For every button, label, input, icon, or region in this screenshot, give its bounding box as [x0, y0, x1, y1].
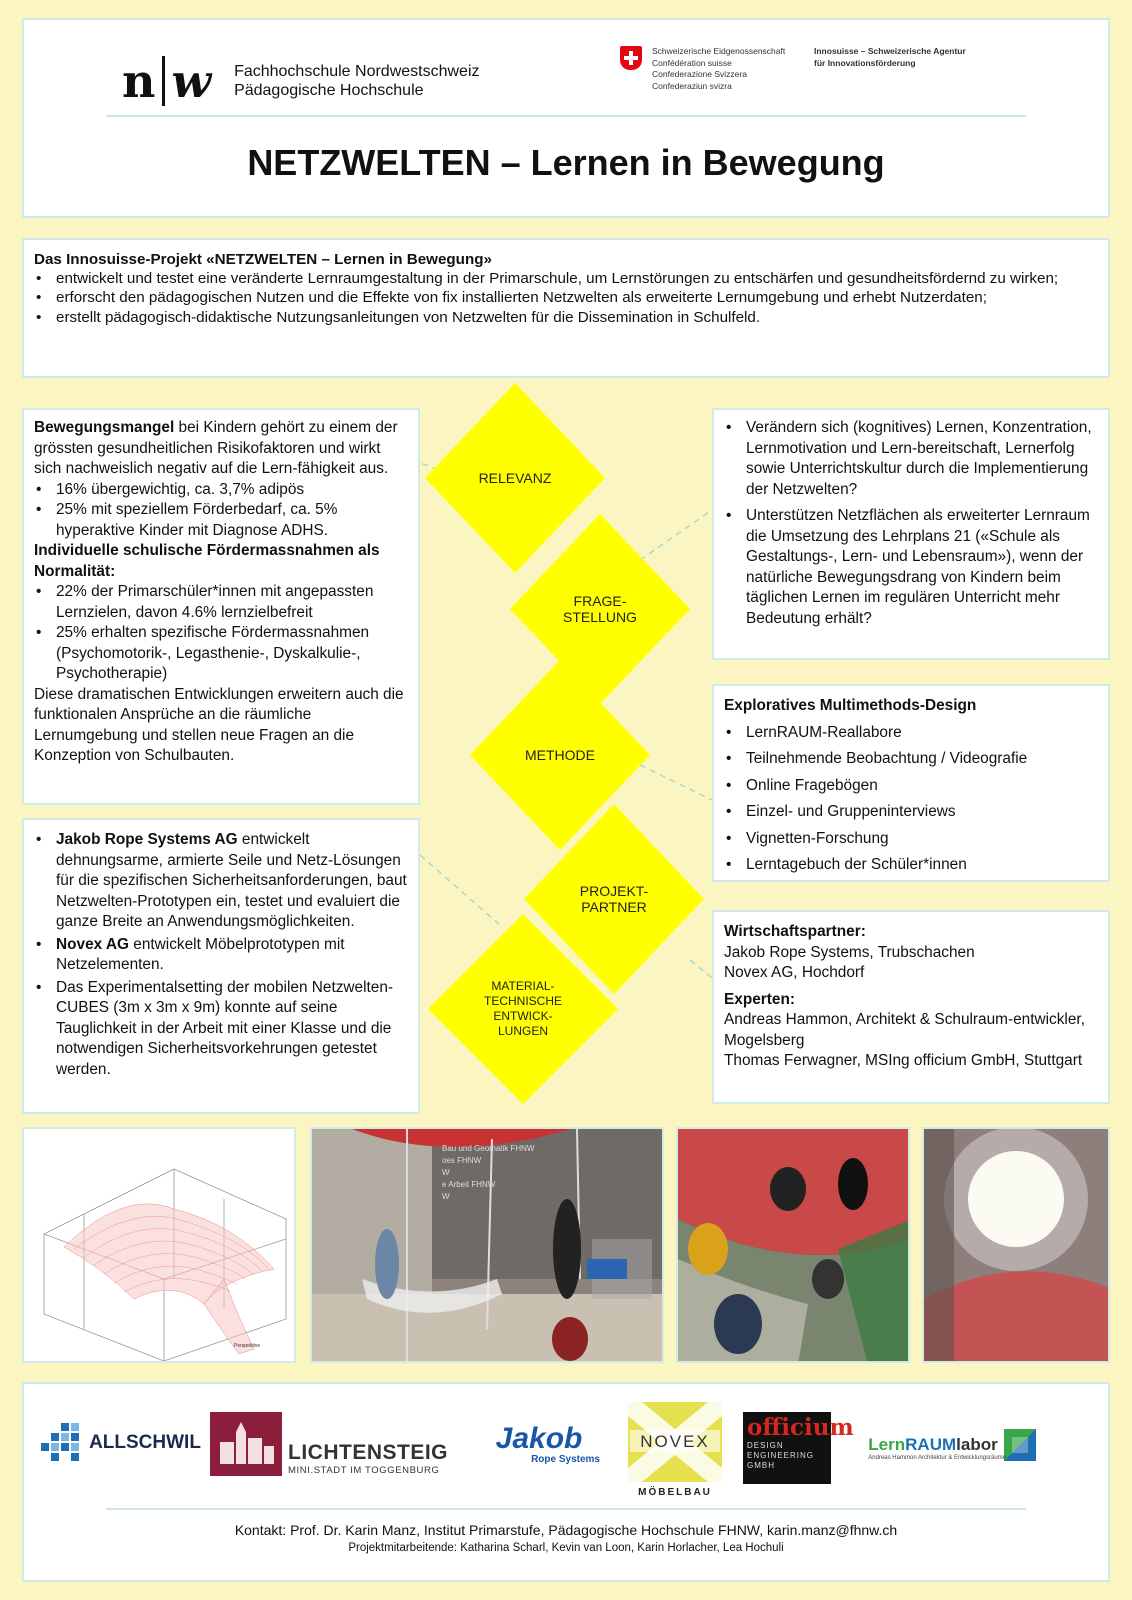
intro-lead: Das Innosuisse-Projekt «NETZWELTEN – Lernen in Bewegung» — [34, 251, 492, 268]
logo-allschwil — [46, 1400, 201, 1486]
question-item: • Verändern sich (kognitives) Lernen, Konzentration, Lernmotivation und Lern-bereitschaft, Lernerfolg sowie Unterrichtskultur durch die Implementierung der Netzwelten? — [724, 418, 1098, 500]
diamond-projektpartner-label-2: PARTNER — [581, 899, 647, 915]
methods-heading: Exploratives Multimethods-Design — [724, 697, 977, 714]
photo-sign-2: oes FHNW — [442, 1156, 482, 1165]
fhnw-name: Fachhochschule Nordwestschweiz — [234, 63, 480, 80]
swiss-confederation-logo — [620, 46, 785, 92]
swiss-flag-icon — [620, 46, 642, 70]
logo-lernraumlabor — [852, 1410, 1052, 1480]
officium-subtext-3: GMBH — [747, 1461, 775, 1470]
diamond-fragestellung-label-2: STELLUNG — [563, 609, 637, 625]
header-panel — [22, 18, 1110, 218]
relevance-item: • 22% der Primarschüler*innen mit angepassten Lernzielen, davon 4.6% lernzielbefreit — [34, 582, 408, 623]
question-item: • Unterstützen Netzflächen als erweiterter Lernraum die Umsetzung des Lehrplans 21 («Schule als Gestaltungs-, Lern- und Lebensraum»), wenn der natürliche Bewegungsdrang von Kindern beim täglichen Lernen im regulären Unterricht mehr Bedeutung erhält? — [724, 506, 1098, 629]
footer-divider — [106, 1508, 1026, 1510]
page-title: NETZWELTEN – Lernen in Bewegung — [247, 142, 885, 183]
relevance-heading2: Individuelle schulische Fördermassnahmen als Normalität: — [34, 542, 380, 580]
officium-subtext-2: ENGINEERING — [747, 1451, 815, 1460]
partner-item — [34, 830, 408, 933]
logo-novex — [628, 1402, 722, 1498]
partner-item-text: entwickelt Möbelprototypen mit Netzelementen. — [56, 935, 345, 973]
novex-text: NOVEX — [640, 1432, 710, 1451]
relevance-item: • 25% mit speziellem Förderbedarf, ca. 5% hyperaktive Kinder mit Diagnose ADHS. — [34, 500, 408, 541]
photo-sign-3: W — [442, 1168, 450, 1177]
diamond-material-label-3: ENTWICK- — [493, 1009, 553, 1023]
diamond-relevanz-label: RELEVANZ — [478, 470, 552, 486]
relevance-item: • 25% erhalten spezifische Fördermassnahmen (Psychomotorik-, Legasthenie-, Dyskalkulie-, Psychotherapie) — [34, 623, 408, 685]
partner-item-text: Das Experimentalsetting der mobilen Netzwelten-CUBES (3m x 3m x 9m) konnte auf seine Tauglichkeit in der Arbeit mit einer Klasse und die notwendigen Sicherheitsvorkehrungen getestet werden. — [56, 978, 394, 1078]
photo-sign-5: W — [442, 1192, 450, 1201]
relevance-closing: Diese dramatischen Entwicklungen erweitern auch die funktionalen Ansprüche an die räumliche Lernumgebung und stellen neue Fragen an die Konzeption von Schulbauten. — [34, 685, 404, 764]
method-item: • Online Fragebögen — [724, 776, 1098, 797]
photo-children-in-net — [676, 1127, 910, 1363]
questions-panel — [712, 408, 1110, 660]
officium-subtext-1: DESIGN — [747, 1441, 784, 1450]
method-item: • Lerntagebuch der Schüler*innen — [724, 855, 1098, 876]
partners-panel — [22, 818, 420, 1114]
partner-item — [34, 978, 408, 1081]
expert-line: Andreas Hammon, Architekt & Schulraum-entwickler, Mogelsberg — [724, 1011, 1085, 1049]
swiss-line: Schweizerische Eidgenossenschaft — [652, 46, 786, 56]
partner-item-bold: Novex AG — [56, 935, 129, 953]
innosuisse-line: Innosuisse – Schweizerische Agentur — [814, 46, 966, 56]
diamond-material-label-4: LUNGEN — [497, 1024, 548, 1038]
jakob-subtext: Rope Systems — [531, 1453, 600, 1465]
expert-line: Thomas Ferwagner, MSIng officium GmbH, Stuttgart — [724, 1052, 1083, 1069]
intro-item: • erstellt pädagogisch-didaktische Nutzungsanleitungen von Netzwelten für die Dissemination in Schulfeld. — [34, 308, 1098, 327]
photo-sign-1: Bau und Geomatik FHNW — [442, 1144, 535, 1153]
novex-subtext: MÖBELBAU — [638, 1487, 712, 1498]
diamond-material-label-1: MATERIAL- — [491, 979, 555, 993]
relevance-p1-text: bei Kindern gehört zu einem der grössten gesundheitlichen Risikofaktoren und wirkt sich nachweislich negativ auf die Lern-fähigkeit aus. — [34, 419, 398, 477]
method-item: • Vignetten-Forschung — [724, 829, 1098, 850]
lichtensteig-text: LICHTENSTEIG — [288, 1441, 449, 1464]
method-item: • Teilnehmende Beobachtung / Videografie — [724, 749, 1098, 770]
lichtensteig-subtext: MINI.STADT IM TOGGENBURG — [288, 1465, 440, 1476]
photo-net-light — [922, 1127, 1110, 1363]
relevance-panel — [22, 408, 420, 805]
footer-panel — [22, 1382, 1110, 1582]
partner-item-text: entwickelt dehnungsarme, armierte Seile und Netz-Lösungen für die spezifischen Sicherheitsanforderungen, baut Netzwelten-Prototypen ein, testet und evaluiert die ganze Breite an Anwendungsmöglichkeiten. — [56, 831, 407, 930]
lichtensteig-town-icon — [210, 1412, 282, 1476]
drawing-caption: Perspektive — [234, 1343, 261, 1349]
fhnw-mark — [122, 54, 212, 108]
partner-item — [34, 935, 408, 976]
experts-heading: Experten: — [724, 990, 795, 1008]
fhnw-mark-n: n — [122, 54, 157, 108]
business-line: Jakob Rope Systems, Trubschachen — [724, 943, 975, 961]
logo-jakob — [464, 1404, 614, 1484]
intro-item: • entwickelt und testet eine veränderte Lernraumgestaltung in der Primarschule, um Lernstörungen zu entschärfen und gesundheitsfördernd zu wirken; — [34, 269, 1098, 288]
swiss-line: Confederaziun svizra — [652, 80, 732, 91]
fhnw-logo — [122, 54, 480, 108]
logo-lichtensteig — [214, 1404, 449, 1484]
lernraum-text-c: labor — [956, 1435, 998, 1454]
allschwil-text: ALLSCHWIL — [89, 1432, 201, 1453]
innosuisse-line: für Innovationsförderung — [814, 57, 916, 68]
logo-officium — [742, 1410, 854, 1486]
lernraum-subtext: Andreas Hammon Architektur & Entwicklungsräume — [868, 1455, 1007, 1461]
method-item: • LernRAUM-Reallabore — [724, 723, 1098, 744]
diamond-materialtechnische-entwicklungen — [428, 914, 618, 1104]
allschwil-mark-icon — [41, 1423, 87, 1463]
photo-sign-4: e Arbeit FHNW — [442, 1180, 496, 1189]
diamond-methode-label: METHODE — [525, 747, 595, 763]
lernraum-text-a: Lern — [868, 1435, 906, 1454]
diamond-fragestellung-label-1: FRAGE- — [573, 593, 627, 609]
innosuisse-label — [814, 46, 966, 69]
contact-line: Kontakt: Prof. Dr. Karin Manz, Institut Primarstufe, Pädagogische Hochschule FHNW, karin.manz@fhnw.ch — [234, 1522, 898, 1538]
swiss-line: Confédération suisse — [652, 57, 732, 68]
header-divider — [106, 115, 1026, 117]
method-item: • Einzel- und Gruppeninterviews — [724, 802, 1098, 823]
perspective-drawing — [22, 1127, 296, 1363]
staff-line: Projektmitarbeitende: Katharina Scharl, Kevin van Loon, Karin Horlacher, Lea Hochuli — [348, 1542, 784, 1554]
business-heading: Wirtschaftspartner: — [724, 923, 866, 940]
intro-panel — [22, 238, 1110, 378]
jakob-text: Jakob — [495, 1421, 583, 1455]
relevance-p1-bold: Bewegungsmangel — [34, 419, 175, 436]
swiss-line: Confederazione Svizzera — [652, 69, 747, 79]
methods-panel — [712, 684, 1110, 882]
business-partners-panel — [712, 910, 1110, 1104]
lernraum-text-b: RAUM — [905, 1435, 957, 1454]
diamond-projektpartner-label-1: PROJEKT- — [579, 883, 649, 899]
photo-cube-test — [310, 1127, 664, 1363]
lernraum-mark-icon — [1004, 1429, 1036, 1461]
fhnw-school: Pädagogische Hochschule — [234, 82, 424, 99]
officium-text: officium — [747, 1414, 854, 1441]
partner-item-bold: Jakob Rope Systems AG — [56, 831, 238, 848]
fhnw-mark-w: w — [171, 54, 213, 108]
relevance-item: • 16% übergewichtig, ca. 3,7% adipös — [34, 480, 408, 501]
business-line: Novex AG, Hochdorf — [724, 964, 865, 981]
diamond-material-label-2: TECHNISCHE — [483, 994, 562, 1008]
intro-item: • erforscht den pädagogischen Nutzen und die Effekte von fix installierten Netzwelten als erweiterte Lernumgebung und erhebt Nutzerdaten; — [34, 288, 1098, 307]
